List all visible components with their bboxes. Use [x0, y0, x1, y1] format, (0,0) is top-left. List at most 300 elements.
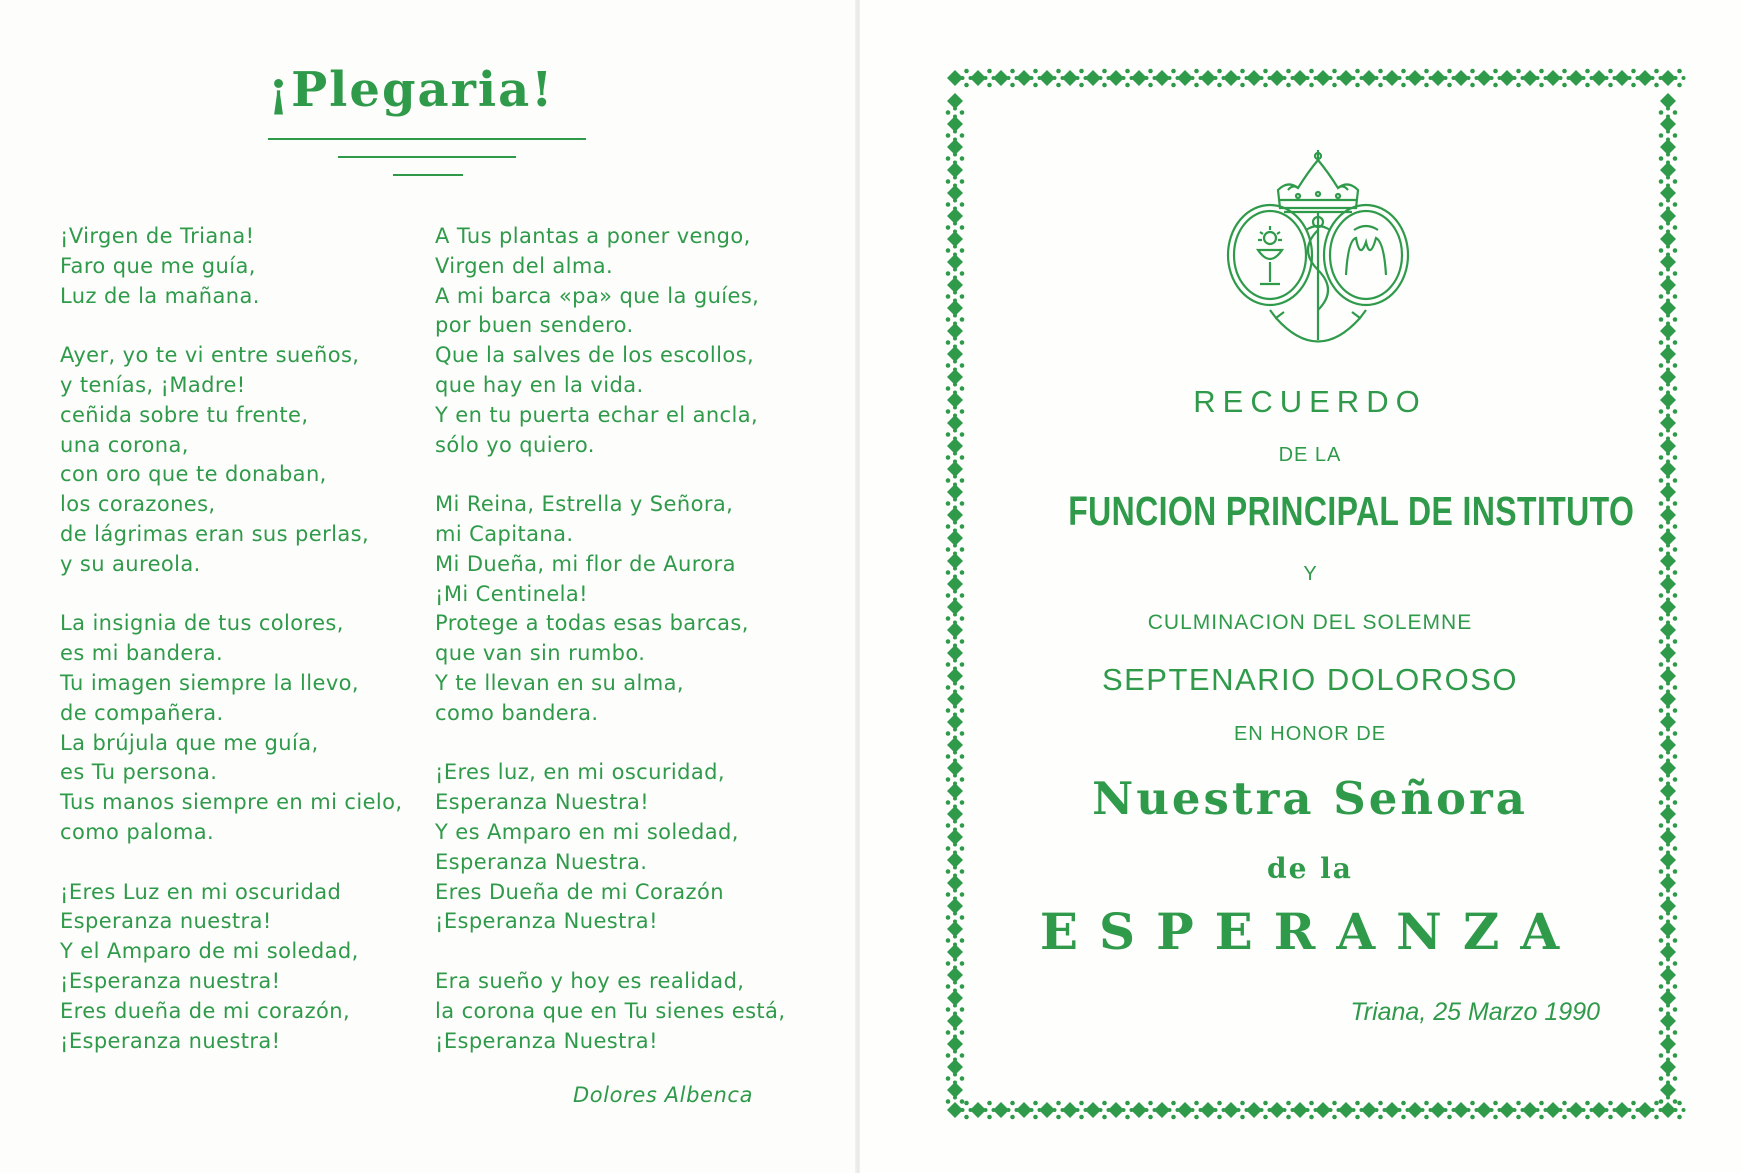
- border-dot: [1666, 981, 1670, 985]
- border-dot: [1424, 69, 1429, 74]
- border-dot: [946, 639, 951, 644]
- border-dot: [1673, 1030, 1678, 1035]
- border-dot: [953, 268, 957, 272]
- border-dot: [1631, 1101, 1636, 1106]
- border-dot: [1378, 83, 1383, 88]
- poem-line: Esperanza Nuestra!: [435, 790, 650, 815]
- border-dot: [953, 797, 957, 801]
- border-dot: [1286, 1115, 1291, 1120]
- border-dot: [1659, 501, 1664, 506]
- border-dot: [953, 222, 957, 226]
- poem-line: es Tu persona.: [60, 760, 218, 785]
- border-dot: [946, 179, 951, 184]
- border-dot: [1582, 76, 1586, 80]
- border-dot: [1673, 432, 1678, 437]
- border-dot: [1421, 1108, 1425, 1112]
- poem-line: Esperanza Nuestra.: [435, 849, 648, 874]
- border-dot: [953, 1104, 957, 1108]
- border-dot: [1398, 76, 1402, 80]
- border-dot: [1673, 409, 1678, 414]
- border-dot: [1673, 340, 1678, 345]
- border-dot: [1562, 69, 1567, 74]
- border-dot: [1421, 76, 1425, 80]
- poem-line: sólo yo quiero.: [435, 432, 595, 457]
- border-dot: [960, 685, 965, 690]
- border-dot: [960, 202, 965, 207]
- border-dot: [960, 409, 965, 414]
- border-dot: [1562, 1101, 1567, 1106]
- border-dot: [1240, 1115, 1245, 1120]
- border-dot: [1214, 76, 1218, 80]
- border-dot: [1654, 1115, 1659, 1120]
- poem-line: Era sueño y hoy es realidad,: [435, 968, 745, 993]
- border-dot: [1053, 76, 1057, 80]
- border-dot: [1168, 1108, 1172, 1112]
- border-dot: [1666, 613, 1670, 617]
- border-dot: [1125, 83, 1130, 88]
- border-dot: [1424, 1115, 1429, 1120]
- border-dot: [946, 1053, 951, 1058]
- border-dot: [1659, 455, 1664, 460]
- border-dot: [1467, 1108, 1471, 1112]
- border-dot: [953, 567, 957, 571]
- border-dot: [1122, 1108, 1126, 1112]
- border-dot: [960, 156, 965, 161]
- border-dot: [1329, 76, 1333, 80]
- border-dot: [960, 915, 965, 920]
- border-dot: [1666, 1104, 1670, 1108]
- border-dot: [953, 130, 957, 134]
- border-dot: [946, 823, 951, 828]
- border-dot: [1102, 1115, 1107, 1120]
- border-dot: [946, 248, 951, 253]
- border-dot: [1659, 432, 1664, 437]
- border-dot: [960, 179, 965, 184]
- border-dot: [1585, 1101, 1590, 1106]
- poem-line: Faro que me guía,: [60, 253, 256, 278]
- poem-line: Y en tu puerta echar el ancla,: [435, 402, 759, 427]
- poem-line: A Tus plantas a poner vengo,: [435, 224, 751, 248]
- border-dot: [946, 938, 951, 943]
- border-dot: [1673, 386, 1678, 391]
- border-dot: [946, 984, 951, 989]
- poem-author: Dolores Albenca: [573, 1083, 754, 1107]
- border-dot: [1666, 199, 1670, 203]
- border-dot: [1217, 1115, 1222, 1120]
- border-dot: [1125, 1115, 1130, 1120]
- border-dot: [1056, 83, 1061, 88]
- border-dot: [953, 314, 957, 318]
- border-dot: [953, 1050, 957, 1054]
- poem-line: de compañera.: [60, 700, 224, 725]
- border-dot: [960, 340, 965, 345]
- border-dot: [1628, 76, 1632, 80]
- border-dot: [1666, 935, 1670, 939]
- border-dot: [1194, 83, 1199, 88]
- border-dot: [1516, 69, 1521, 74]
- border-dot: [1651, 76, 1655, 80]
- border-dot: [1659, 961, 1664, 966]
- border-dot: [960, 777, 965, 782]
- border-dot: [1378, 69, 1383, 74]
- border-dot: [946, 708, 951, 713]
- border-dot: [1332, 69, 1337, 74]
- border-dot: [1659, 1007, 1664, 1012]
- border-dot: [953, 613, 957, 617]
- border-dot: [1079, 69, 1084, 74]
- border-dot: [1309, 83, 1314, 88]
- border-dot: [1099, 1108, 1103, 1112]
- border-dot: [1666, 889, 1670, 893]
- border-dot: [1666, 843, 1670, 847]
- border-dot: [1240, 69, 1245, 74]
- border-dot: [946, 524, 951, 529]
- poem-line: que hay en la vida.: [435, 372, 644, 397]
- border-dot: [953, 705, 957, 709]
- border-dot: [1329, 1108, 1333, 1112]
- border-dot: [953, 912, 957, 916]
- poem-line: por buen sendero.: [435, 313, 634, 338]
- border-dot: [946, 478, 951, 483]
- border-dot: [1056, 1115, 1061, 1120]
- border-dot: [960, 754, 965, 759]
- poem-line: Tu imagen siempre la llevo,: [60, 670, 359, 695]
- border-dot: [1513, 1108, 1517, 1112]
- border-dot: [987, 69, 992, 74]
- border-dot: [1673, 1007, 1678, 1012]
- de-la-text: DE LA: [1278, 444, 1342, 466]
- border-dot: [1355, 69, 1360, 74]
- border-dot: [1659, 340, 1664, 345]
- border-dot: [1673, 202, 1678, 207]
- recuerdo-heading: RECUERDO: [1193, 384, 1427, 419]
- border-dot: [960, 1053, 965, 1058]
- border-dot: [964, 83, 969, 88]
- border-dot: [953, 429, 957, 433]
- border-dot: [946, 800, 951, 805]
- border-dot: [960, 823, 965, 828]
- border-dot: [1666, 222, 1670, 226]
- border-dot: [1673, 317, 1678, 322]
- border-dot: [1401, 1115, 1406, 1120]
- border-dot: [1240, 83, 1245, 88]
- poem-line: Eres dueña de mi corazón,: [60, 998, 351, 1023]
- border-dot: [1306, 76, 1310, 80]
- border-dot: [953, 866, 957, 870]
- border-dot: [946, 961, 951, 966]
- border-dot: [953, 107, 957, 111]
- border-dot: [1145, 1108, 1149, 1112]
- border-dot: [1401, 83, 1406, 88]
- border-dot: [1659, 386, 1664, 391]
- border-dot: [1659, 708, 1664, 713]
- border-dot: [946, 846, 951, 851]
- border-dot: [946, 271, 951, 276]
- border-dot: [960, 317, 965, 322]
- poem-line: la corona que en Tu sienes está,: [435, 998, 786, 1023]
- poem-line: Que la salves de los escollos,: [435, 343, 755, 368]
- border-dot: [1666, 498, 1670, 502]
- border-dot: [953, 682, 957, 686]
- border-dot: [1490, 1108, 1494, 1112]
- border-dot: [1171, 83, 1176, 88]
- border-dot: [1673, 455, 1678, 460]
- border-dot: [1355, 1115, 1360, 1120]
- border-dot: [1666, 107, 1670, 111]
- border-dot: [1536, 76, 1540, 80]
- border-dot: [960, 984, 965, 989]
- border-dot: [1659, 984, 1664, 989]
- border-dot: [953, 291, 957, 295]
- border-dot: [953, 659, 957, 663]
- border-dot: [1673, 846, 1678, 851]
- border-dot: [960, 1099, 965, 1104]
- border-dot: [1673, 110, 1678, 115]
- border-dot: [946, 225, 951, 230]
- border-dot: [953, 889, 957, 893]
- border-dot: [1659, 225, 1664, 230]
- border-dot: [1651, 1108, 1655, 1112]
- border-dot: [1673, 271, 1678, 276]
- border-dot: [953, 383, 957, 387]
- border-dot: [946, 616, 951, 621]
- border-dot: [1654, 83, 1659, 88]
- border-dot: [953, 245, 957, 249]
- border-dot: [1378, 1115, 1383, 1120]
- border-dot: [1125, 1101, 1130, 1106]
- border-dot: [1666, 797, 1670, 801]
- border-dot: [1398, 1108, 1402, 1112]
- border-dot: [1513, 76, 1517, 80]
- border-dot: [1355, 83, 1360, 88]
- border-dot: [1536, 1108, 1540, 1112]
- border-dot: [1659, 869, 1664, 874]
- border-dot: [1194, 69, 1199, 74]
- border-dot: [960, 524, 965, 529]
- border-dot: [953, 774, 957, 778]
- border-dot: [1673, 1053, 1678, 1058]
- border-dot: [1194, 1101, 1199, 1106]
- border-dot: [1608, 1115, 1613, 1120]
- border-dot: [946, 501, 951, 506]
- border-dot: [1673, 961, 1678, 966]
- poem-line: Y es Amparo en mi soledad,: [435, 819, 739, 844]
- border-dot: [946, 294, 951, 299]
- border-dot: [1673, 1076, 1678, 1081]
- border-dot: [984, 1108, 988, 1112]
- border-dot: [1102, 83, 1107, 88]
- border-dot: [953, 636, 957, 640]
- border-dot: [1447, 69, 1452, 74]
- border-dot: [1673, 156, 1678, 161]
- border-dot: [1659, 800, 1664, 805]
- border-dot: [1263, 83, 1268, 88]
- border-dot: [1659, 754, 1664, 759]
- poem-line: ¡Eres Luz en mi oscuridad: [60, 879, 342, 904]
- border-dot: [1659, 1053, 1664, 1058]
- border-dot: [1125, 69, 1130, 74]
- border-dot: [960, 547, 965, 552]
- border-dot: [1401, 69, 1406, 74]
- border-dot: [1332, 1101, 1337, 1106]
- border-dot: [960, 110, 965, 115]
- border-dot: [953, 199, 957, 203]
- border-dot: [1401, 1101, 1406, 1106]
- border-dot: [1666, 682, 1670, 686]
- border-dot: [946, 409, 951, 414]
- border-dot: [960, 570, 965, 575]
- border-dot: [987, 1101, 992, 1106]
- border-dot: [1666, 176, 1670, 180]
- border-dot: [1010, 69, 1015, 74]
- border-dot: [1076, 76, 1080, 80]
- border-dot: [1673, 478, 1678, 483]
- border-dot: [1673, 248, 1678, 253]
- border-dot: [1352, 1108, 1356, 1112]
- border-dot: [1659, 202, 1664, 207]
- poem-line: Eres Dueña de mi Corazón: [435, 879, 724, 904]
- border-dot: [946, 455, 951, 460]
- border-dot: [1682, 1108, 1686, 1112]
- border-dot: [1659, 1030, 1664, 1035]
- border-dot: [1666, 268, 1670, 272]
- border-dot: [946, 432, 951, 437]
- border-dot: [946, 892, 951, 897]
- border-dot: [1562, 83, 1567, 88]
- border-dot: [1516, 1101, 1521, 1106]
- border-dot: [1659, 271, 1664, 276]
- border-dot: [1677, 83, 1682, 88]
- poem-line: Esperanza nuestra!: [60, 909, 272, 934]
- border-dot: [1673, 547, 1678, 552]
- septenario-heading: SEPTENARIO DOLOROSO: [1101, 662, 1519, 697]
- border-dot: [1194, 1115, 1199, 1120]
- poem-line: es mi bandera.: [60, 641, 224, 666]
- border-dot: [960, 432, 965, 437]
- border-dot: [1010, 1101, 1015, 1106]
- border-dot: [946, 593, 951, 598]
- poem-line: ¡Eres luz, en mi oscuridad,: [435, 760, 725, 785]
- poem-line: ¡Esperanza Nuestra!: [435, 909, 658, 934]
- border-dot: [1666, 429, 1670, 433]
- border-dot: [946, 156, 951, 161]
- poem-line: que van sin rumbo.: [435, 641, 646, 666]
- border-dot: [1673, 915, 1678, 920]
- border-dot: [1673, 179, 1678, 184]
- poem-line: A mi barca «pa» que la guíes,: [435, 283, 760, 308]
- border-dot: [1666, 590, 1670, 594]
- border-dot: [1666, 728, 1670, 732]
- border-dot: [1263, 1115, 1268, 1120]
- border-dot: [953, 935, 957, 939]
- border-dot: [946, 570, 951, 575]
- border-dot: [1666, 958, 1670, 962]
- border-dot: [946, 1076, 951, 1081]
- poem-line: Y te llevan en su alma,: [435, 670, 684, 695]
- border-dot: [1673, 524, 1678, 529]
- border-dot: [960, 731, 965, 736]
- border-dot: [1659, 317, 1664, 322]
- border-dot: [953, 360, 957, 364]
- border-dot: [1659, 823, 1664, 828]
- border-dot: [960, 271, 965, 276]
- border-dot: [953, 728, 957, 732]
- border-dot: [1309, 1101, 1314, 1106]
- border-dot: [1673, 938, 1678, 943]
- border-dot: [1666, 406, 1670, 410]
- border-dot: [1659, 915, 1664, 920]
- border-dot: [1673, 133, 1678, 138]
- border-dot: [946, 547, 951, 552]
- border-dot: [1493, 1115, 1498, 1120]
- border-dot: [1673, 662, 1678, 667]
- border-dot: [1666, 659, 1670, 663]
- border-dot: [946, 1030, 951, 1035]
- border-dot: [1490, 76, 1494, 80]
- border-dot: [1516, 83, 1521, 88]
- border-dot: [960, 363, 965, 368]
- border-dot: [1585, 69, 1590, 74]
- poem-line: los corazones,: [60, 492, 216, 517]
- border-dot: [1306, 1108, 1310, 1112]
- border-dot: [1007, 1108, 1011, 1112]
- border-dot: [1673, 363, 1678, 368]
- border-dot: [1424, 83, 1429, 88]
- border-dot: [1605, 1108, 1609, 1112]
- nuestra-senora-heading: Nuestra Señora: [1092, 772, 1528, 825]
- border-dot: [1659, 409, 1664, 414]
- esperanza-heading: ESPERANZA: [1039, 902, 1581, 961]
- border-dot: [960, 961, 965, 966]
- border-dot: [1631, 1115, 1636, 1120]
- border-dot: [1659, 616, 1664, 621]
- border-dot: [1447, 1115, 1452, 1120]
- border-dot: [1237, 76, 1241, 80]
- border-dot: [1516, 1115, 1521, 1120]
- border-dot: [1145, 76, 1149, 80]
- funcion-heading: FUNCION PRINCIPAL DE INSTITUTO: [1068, 488, 1635, 534]
- border-dot: [960, 386, 965, 391]
- border-dot: [1053, 1108, 1057, 1112]
- border-dot: [1010, 83, 1015, 88]
- border-dot: [953, 452, 957, 456]
- border-dot: [1447, 1101, 1452, 1106]
- border-dot: [1375, 1108, 1379, 1112]
- border-dot: [946, 662, 951, 667]
- crown-anchor-emblem-icon: [1218, 150, 1418, 360]
- border-dot: [1470, 1101, 1475, 1106]
- border-dot: [1666, 360, 1670, 364]
- border-dot: [1056, 69, 1061, 74]
- border-dot: [1562, 1115, 1567, 1120]
- border-dot: [1033, 1115, 1038, 1120]
- border-dot: [1673, 754, 1678, 759]
- border-dot: [960, 133, 965, 138]
- border-dot: [1217, 1101, 1222, 1106]
- poem-line: con oro que te donaban,: [60, 462, 327, 487]
- border-dot: [1659, 524, 1664, 529]
- border-dot: [1659, 294, 1664, 299]
- border-dot: [1286, 1101, 1291, 1106]
- border-dot: [953, 590, 957, 594]
- border-dot: [1673, 294, 1678, 299]
- poem-line: Ayer, yo te vi entre sueños,: [60, 343, 360, 368]
- border-dot: [960, 869, 965, 874]
- border-dot: [984, 76, 988, 80]
- border-dot: [1171, 1101, 1176, 1106]
- poem-line: como paloma.: [60, 819, 215, 844]
- border-dot: [1585, 83, 1590, 88]
